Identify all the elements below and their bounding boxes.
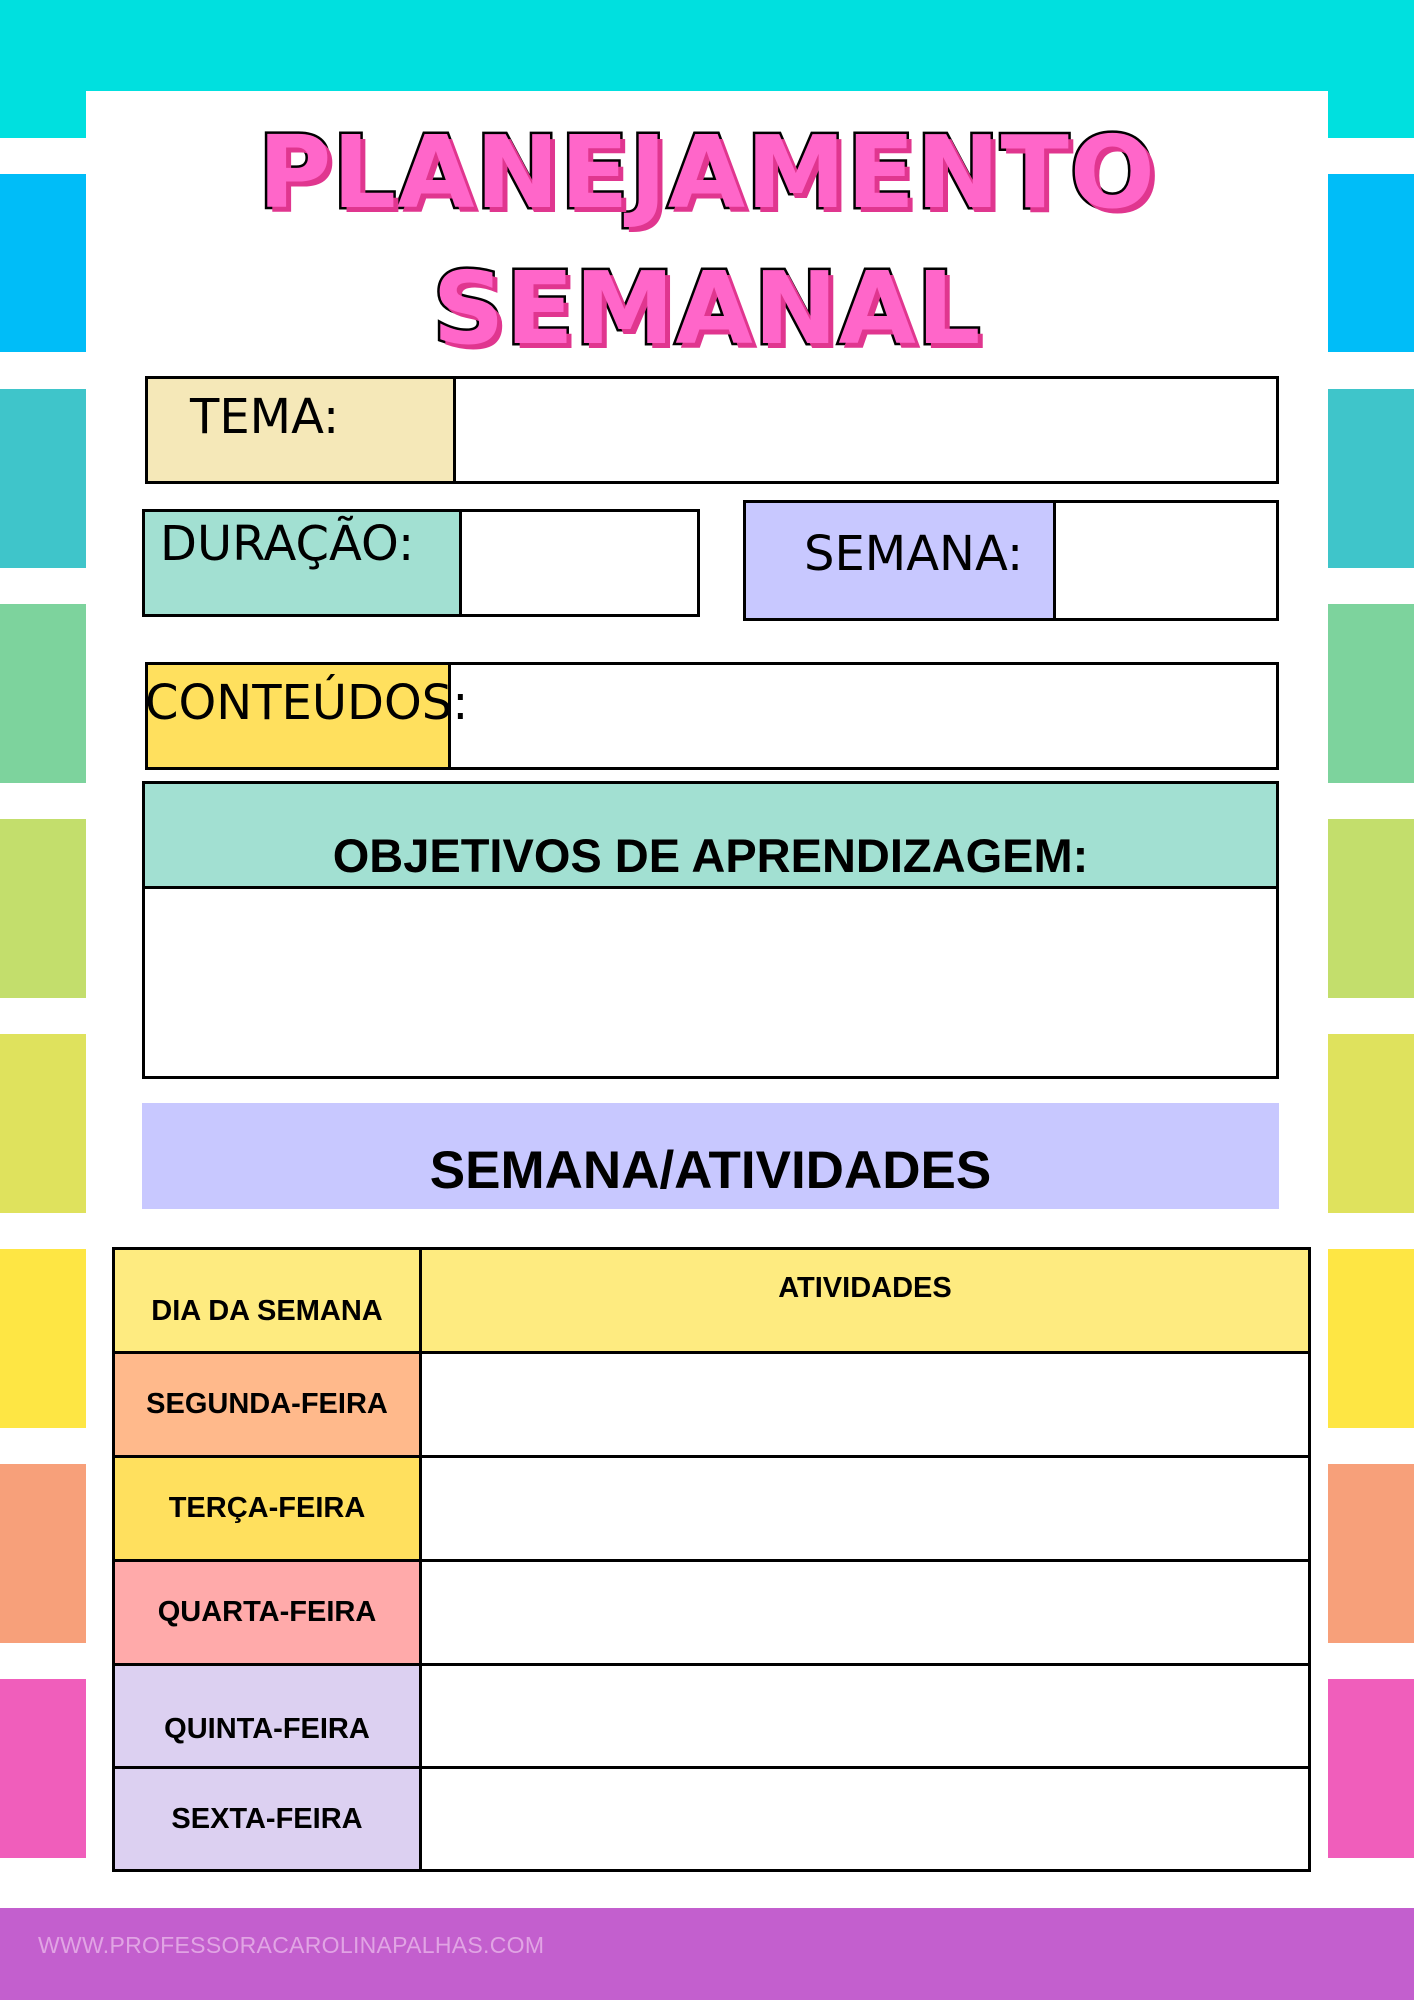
table-row <box>114 1561 1310 1665</box>
activities-heading: SEMANA/ATIVIDADES <box>429 1141 992 1200</box>
side-stripe <box>0 174 86 352</box>
activity-cell-segunda[interactable] <box>421 1353 1310 1457</box>
duracao-label: DURAÇÃO: <box>160 516 415 572</box>
side-stripe <box>1328 389 1414 568</box>
conteudos-field[interactable] <box>145 662 1279 770</box>
day-column-header: DIA DA SEMANA <box>114 1249 421 1353</box>
side-stripe <box>0 389 86 568</box>
day-cell-sexta: SEXTA-FEIRA <box>114 1768 421 1871</box>
tema-label: TEMA: <box>190 389 340 445</box>
side-stripe <box>1328 819 1414 998</box>
activity-cell-quinta[interactable] <box>421 1665 1310 1768</box>
side-stripe <box>1328 1679 1414 1858</box>
side-stripe <box>0 1464 86 1643</box>
side-stripe <box>1328 174 1414 352</box>
side-stripe <box>0 1679 86 1858</box>
side-stripe <box>0 819 86 998</box>
day-cell-quinta: QUINTA-FEIRA <box>114 1665 421 1768</box>
semana-field[interactable] <box>743 500 1279 621</box>
side-stripe <box>1328 1034 1414 1213</box>
activity-cell-quarta[interactable] <box>421 1561 1310 1665</box>
side-stripe <box>0 1249 86 1428</box>
activities-band <box>142 1103 1279 1209</box>
side-stripe <box>1328 604 1414 783</box>
activities-column-header: ATIVIDADES <box>421 1249 1310 1353</box>
day-cell-quarta: QUARTA-FEIRA <box>114 1561 421 1665</box>
table-row <box>114 1768 1310 1871</box>
page-title-line-2: SEMANAL <box>432 250 982 367</box>
table-row <box>114 1457 1310 1561</box>
day-cell-segunda: SEGUNDA-FEIRA <box>114 1353 421 1457</box>
objectives-input-area[interactable] <box>145 889 1276 1076</box>
activity-cell-terca[interactable] <box>421 1457 1310 1561</box>
footer-url: WWW.PROFESSORACAROLINAPALHAS.COM <box>38 1932 545 1958</box>
weekly-activities-table <box>112 1247 1311 1872</box>
semana-label: SEMANA: <box>804 526 1024 582</box>
conteudos-label: CONTEÚDOS: <box>145 675 469 731</box>
activity-cell-sexta[interactable] <box>421 1768 1310 1871</box>
day-cell-terca: TERÇA-FEIRA <box>114 1457 421 1561</box>
table-row <box>114 1353 1310 1457</box>
side-stripe <box>0 604 86 783</box>
duracao-field[interactable] <box>142 509 700 617</box>
objectives-heading: OBJETIVOS DE APRENDIZAGEM: <box>332 829 1089 882</box>
side-stripe <box>1328 1249 1414 1428</box>
side-stripe <box>1328 1464 1414 1643</box>
table-header-row <box>114 1249 1310 1353</box>
page-title-line-1: PLANEJAMENTO <box>258 114 1156 231</box>
side-stripe <box>0 1034 86 1213</box>
objectives-section <box>142 781 1279 1079</box>
tema-field[interactable] <box>145 376 1279 484</box>
table-row <box>114 1665 1310 1768</box>
